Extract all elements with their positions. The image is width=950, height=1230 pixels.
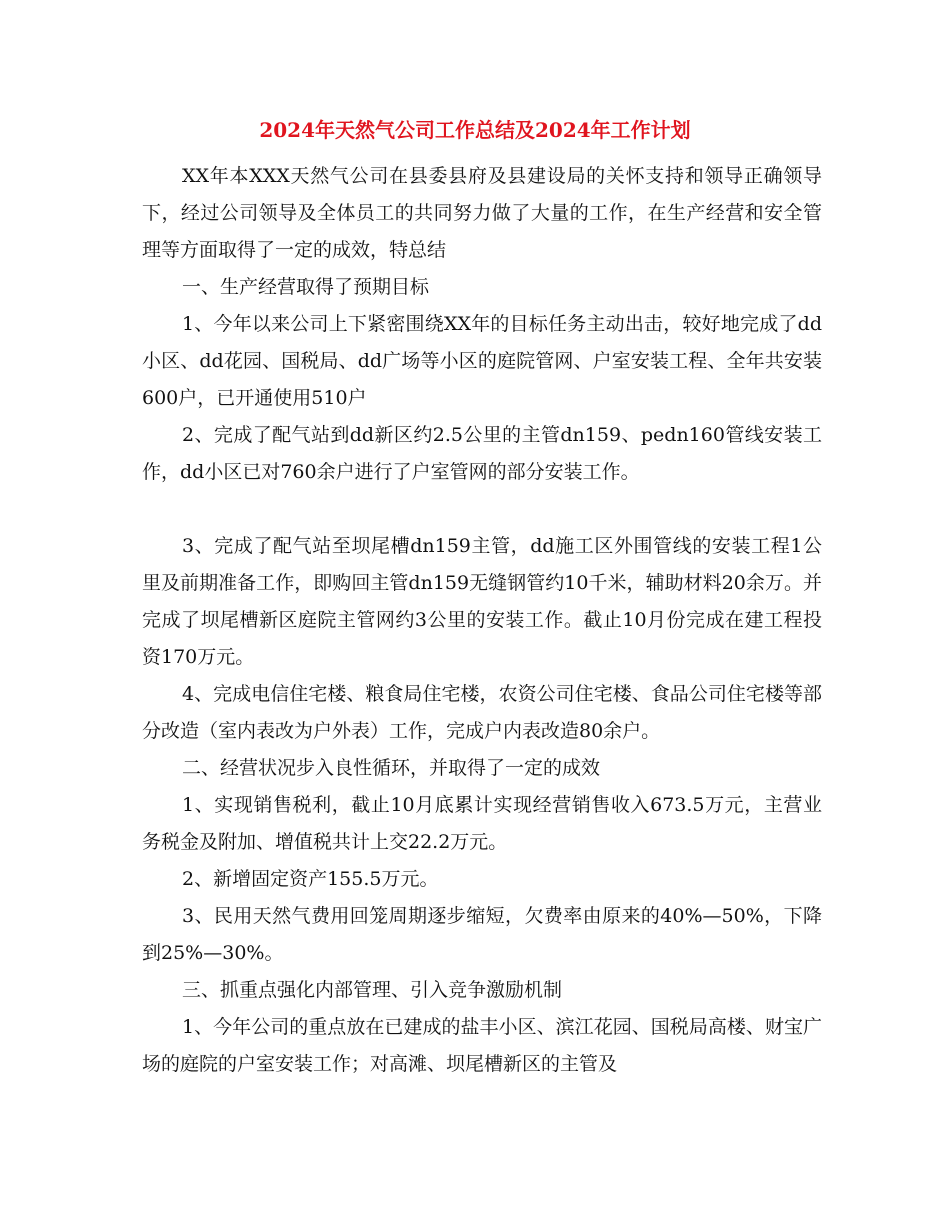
- document-title: 2024年天然气公司工作总结及2024年工作计划: [259, 118, 691, 142]
- document-body: [142, 158, 822, 1083]
- section-heading-3: 三、抓重点强化内部管理、引入竞争激励机制: [182, 979, 563, 1001]
- list-item: 3、民用天然气费用回笼周期逐步缩短，欠费率由原来的40%—50%，下降到25%—30%。: [142, 905, 822, 964]
- list-item: 3、完成了配气站至坝尾槽dn159主管，dd施工区外围管线的安装工程1公里及前期准备工作，即购回主管dn159无缝钢管约10千米，辅助材料20余万。并完成了坝尾槽新区庭院主管网约3公里的安装工作。截止10月份完成在建工程投资170万元。: [142, 535, 822, 668]
- list-item: 1、今年公司的重点放在已建成的盐丰小区、滨江花园、国税局高楼、财宝广场的庭院的户室安装工作；对高滩、坝尾槽新区的主管及: [142, 1016, 822, 1075]
- list-item: 4、完成电信住宅楼、粮食局住宅楼，农资公司住宅楼、食品公司住宅楼等部分改造（室内表改为户外表）工作，完成户内表改造80余户。: [142, 683, 822, 742]
- list-item: 1、实现销售税利，截止10月底累计实现经营销售收入673.5万元，主营业务税金及附加、增值税共计上交22.2万元。: [142, 794, 822, 853]
- list-item: 2、新增固定资产155.5万元。: [182, 868, 439, 890]
- section-heading-2: 二、经营状况步入良性循环，并取得了一定的成效: [182, 757, 601, 779]
- list-item: 2、完成了配气站到dd新区约2.5公里的主管dn159、pedn160管线安装工作，dd小区已对760余户进行了户室管网的部分安装工作。: [142, 424, 822, 483]
- section-heading-1: 一、生产经营取得了预期目标: [182, 276, 430, 298]
- list-item: 1、今年以来公司上下紧密围绕XX年的目标任务主动出击，较好地完成了dd小区、dd花园、国税局、dd广场等小区的庭院管网、户室安装工程、全年共安装600户，已开通使用510户: [142, 313, 822, 409]
- intro-paragraph: XX年本XXX天然气公司在县委县府及县建设局的关怀支持和领导正确领导下，经过公司领导及全体员工的共同努力做了大量的工作，在生产经营和安全管理等方面取得了一定的成效，特总结: [142, 165, 822, 261]
- blank-line: [142, 491, 822, 528]
